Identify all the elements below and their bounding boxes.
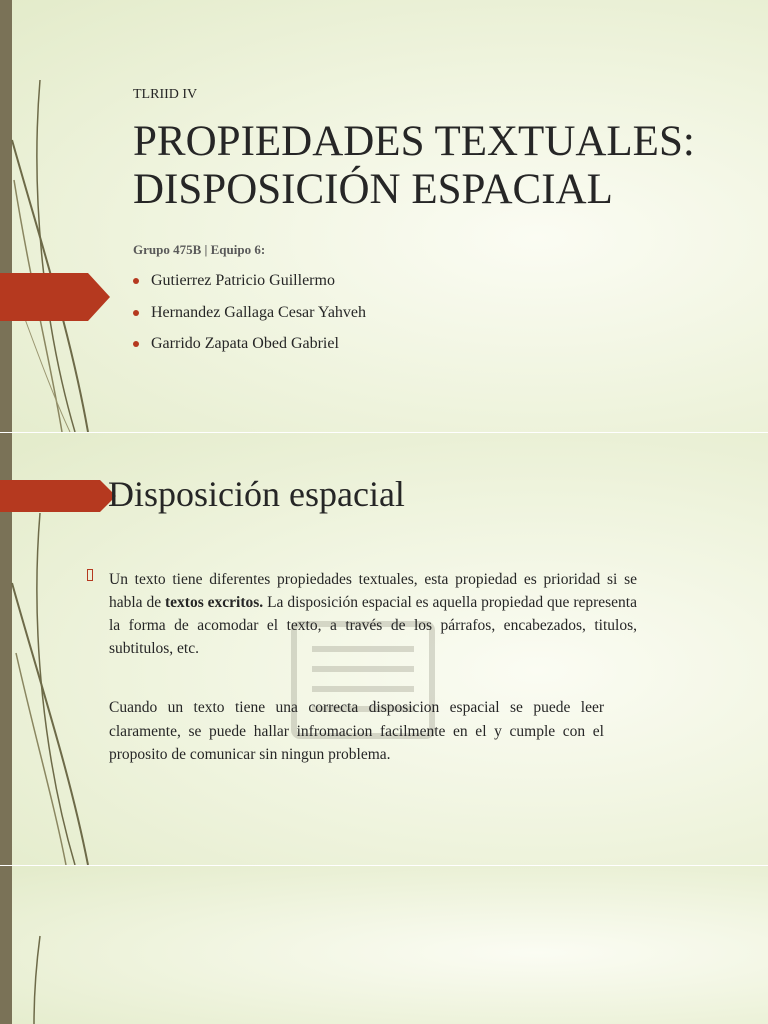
list-item: Gutierrez Patricio Guillermo [133,268,366,300]
member-list [133,268,366,363]
vine-decoration [0,866,120,1024]
group-label: Grupo 475B | Equipo 6: [133,242,266,257]
slide-partial [0,866,768,1024]
slide-content [0,433,768,865]
paragraph-2: Cuando un texto tiene una correcta disposicion espacial se puede leer claramente, se puede hallar infromacion facilmente en el y cumple con el proposito de comunicar sin ningun problema. [109,699,604,763]
vine-decoration [0,0,120,432]
list-item: Garrido Zapata Obed Gabriel [133,331,366,363]
list-item: Hernandez Gallaga Cesar Yahveh [133,300,366,332]
slide-title [0,0,768,432]
title-line-2: DISPOSICIÓN ESPACIAL [133,166,613,213]
presentation-title [133,118,753,214]
paragraph-1-bold: textos excritos. [165,594,264,611]
paragraph-1-text-b: La disposición espacial es aquella propiedad que representa la forma de acomodar el texto, a través de los párrafos, encabezados, titulos, subtitulos, etc. [109,594,637,657]
title-line-1: PROPIEDADES TEXTUALES: [133,118,695,165]
paragraph-1 [109,568,637,660]
bullet-marker-icon [87,569,93,581]
accent-arrow-tab [0,273,110,321]
slide-heading: Disposición espacial [108,474,405,514]
accent-arrow-tab [0,480,116,512]
paragraph-1-text-a: Un texto tiene diferentes propiedades textuales, esta propiedad es prioridad si se habla de [109,571,637,611]
course-label: TLRIID IV [133,87,198,102]
